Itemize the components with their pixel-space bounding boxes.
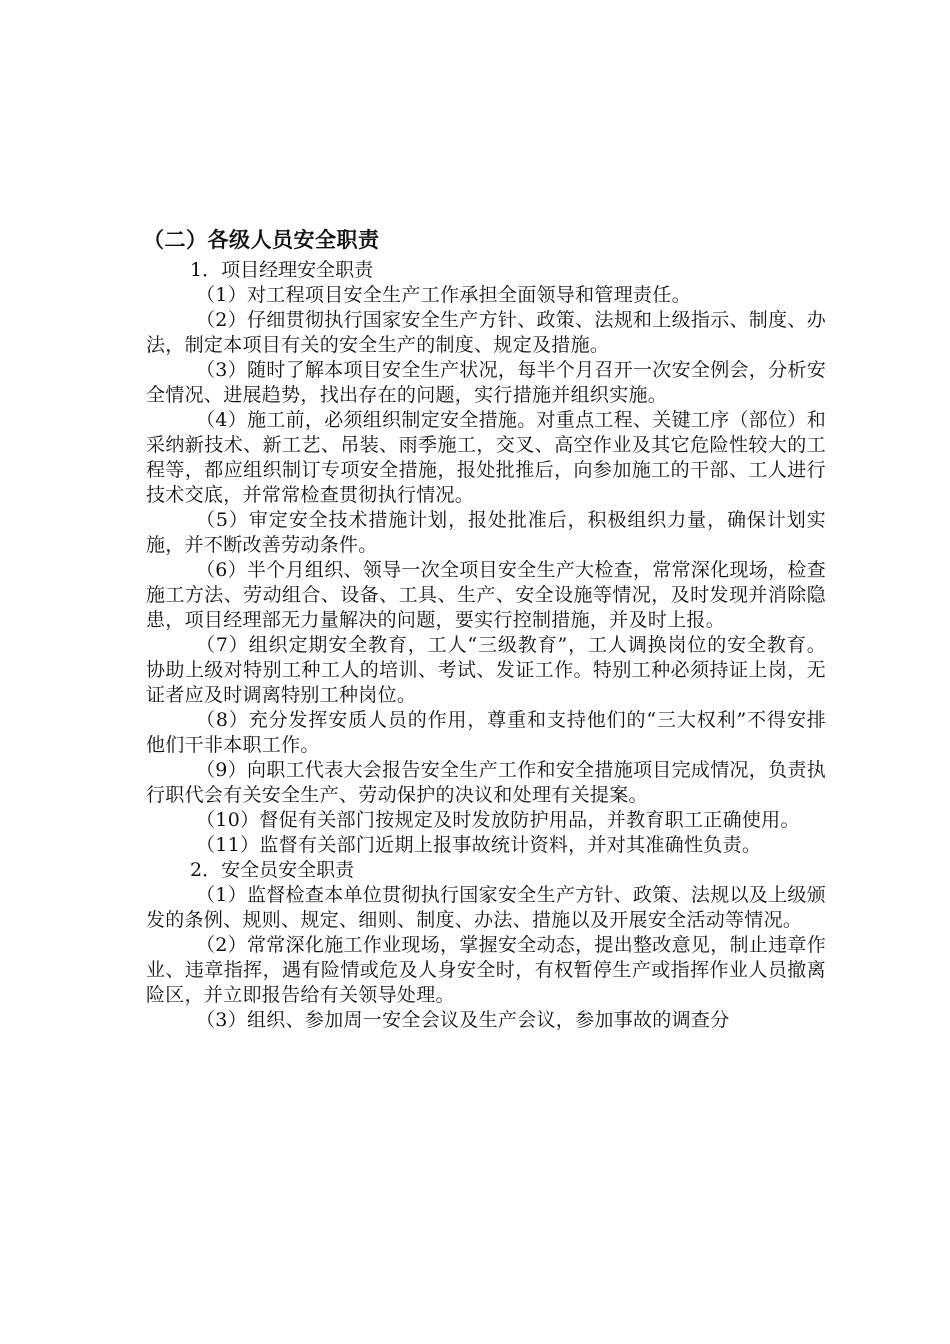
paragraph: （8）充分发挥安质人员的作用，尊重和支持他们的“三大权利”不得安排他们干非本职工作。: [146, 709, 826, 756]
paragraph: （11）监督有关部门近期上报事故统计资料，并对其准确性负责。: [196, 834, 762, 856]
paragraph: （9）向职工代表大会报告安全生产工作和安全措施项目完成情况，负责执行职代会有关安全生产、劳动保护的决议和处理有关提案。: [146, 759, 826, 806]
paragraph: （2）仔细贯彻执行国家安全生产方针、政策、法规和上级指示、制度、办法，制定本项目有关的安全生产的制度、规定及措施。: [146, 309, 826, 356]
paragraph: （6）半个月组织、领导一次全项目安全生产大检查，常常深化现场，检查施工方法、劳动组合、设备、工具、生产、安全设施等情况，及时发现并消除隐患，项目经理部无力量解决的问题，要实行控制措施，并及时上报。: [146, 559, 826, 631]
document-page: [143, 226, 826, 1033]
subsection-title-project-manager: 1．项目经理安全职责: [190, 259, 374, 281]
paragraph: （3）组织、参加周一安全会议及生产会议，参加事故的调查分: [196, 1009, 730, 1031]
subsection-title-safety-officer: 2．安全员安全职责: [190, 859, 355, 881]
section-heading: （二）各级人员安全职责: [143, 228, 380, 252]
paragraph: （3）随时了解本项目安全生产状况，每半个月召开一次安全例会，分析安全情况、进展趋势，找出存在的问题，实行措施并组织实施。: [146, 359, 826, 406]
paragraph: （4）施工前，必须组织制定安全措施。对重点工程、关键工序（部位）和采纳新技术、新工艺、吊装、雨季施工，交叉、高空作业及其它危险性较大的工程等，都应组织制订专项安全措施，报处批推后，向参加施工的干部、工人进行技术交底，并常常检查贯彻执行情况。: [146, 409, 826, 506]
paragraph: （10）督促有关部门按规定及时发放防护用品，并教育职工正确使用。: [196, 809, 800, 831]
paragraph: （7）组织定期安全教育，工人“三级教育”，工人调换岗位的安全教育。协助上级对特别工种工人的培训、考试、发证工作。特别工种必须持证上岗，无证者应及时调离特别工种岗位。: [146, 634, 826, 706]
paragraph: （5）审定安全技术措施计划，报处批准后，积极组织力量，确保计划实施，并不断改善劳动条件。: [146, 509, 826, 556]
paragraph: （1）监督检查本单位贯彻执行国家安全生产方针、政策、法规以及上级颁发的条例、规则、规定、细则、制度、办法、措施以及开展安全活动等情况。: [146, 884, 826, 931]
paragraph: （2）常常深化施工作业现场，掌握安全动态，提出整改意见，制止违章作业、违章指挥，遇有险情或危及人身安全时，有权暂停生产或指挥作业人员撤离险区，并立即报告给有关领导处理。: [146, 934, 826, 1006]
paragraph: （1）对工程项目安全生产工作承担全面领导和管理责任。: [196, 284, 691, 306]
